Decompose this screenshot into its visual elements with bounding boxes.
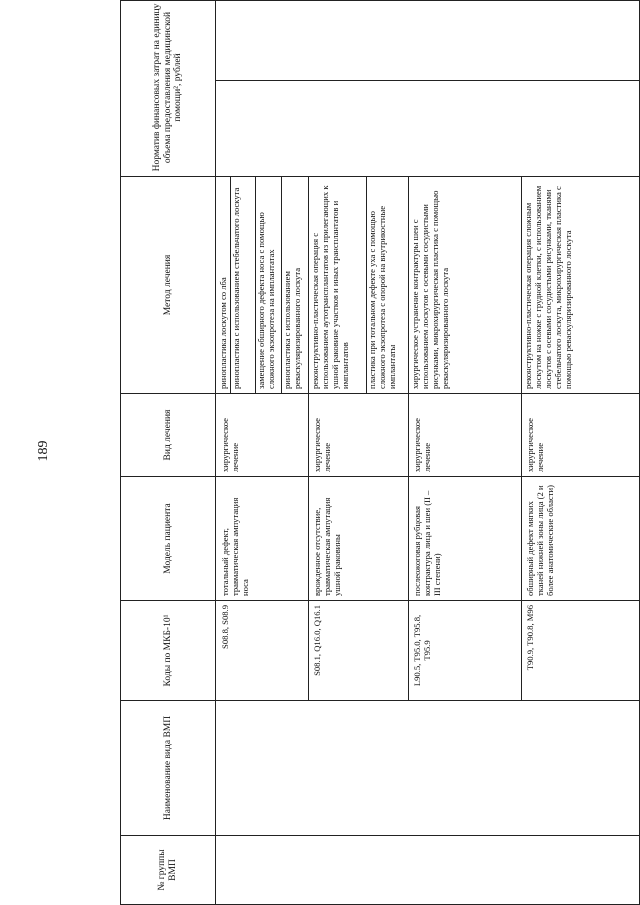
page-number: 189 bbox=[36, 440, 51, 462]
codes-row-4: T90.9, T90.8, M96 bbox=[525, 605, 535, 671]
col-name bbox=[216, 700, 640, 835]
method-4-1: реконструктивно-пластическая операция сложным лоскутом на ножке с грудной клетки, с использованием лоскутов с осевыми сосудистыми рисунками, тканями стебельчатого лоскута, микрохирургическая пластика с помощью реваскуляризированного лоскута bbox=[523, 185, 573, 389]
col-norm bbox=[216, 81, 640, 176]
table-grid bbox=[120, 0, 640, 905]
type-row-2: хирургическое лечение bbox=[312, 418, 332, 472]
col-norm-extra bbox=[216, 0, 640, 81]
header-model: Модель пациента bbox=[121, 476, 216, 600]
header-group: № группы ВМП bbox=[121, 835, 216, 904]
medical-table bbox=[120, 0, 640, 905]
method-2-2: пластика при тотальном дефекте уха с помощью сложного экзопротеза с опорой на внутрикостные имплантаты bbox=[367, 205, 397, 389]
method-1-4: ринопластика с использованием реваскуляризированного лоскута bbox=[282, 267, 302, 389]
method-1-1: ринопластика лоскутом со лба bbox=[218, 277, 228, 389]
type-row-4: хирургическое лечение bbox=[525, 418, 545, 472]
header-norm: Норматив финансовых затрат на единицу объема предоставления медицинской помощи², рублей bbox=[121, 0, 216, 176]
type-row-1: хирургическое лечение bbox=[220, 418, 240, 472]
method-1-2: ринопластика с использованием стебельчатого лоскута bbox=[231, 187, 241, 389]
method-1-3: замещение обширного дефекта носа с помощью сложного экзопротеза на имплантатах bbox=[256, 212, 276, 389]
col-codes bbox=[216, 600, 640, 700]
model-row-1: тотальный дефект, травматическая ампутация носа bbox=[220, 497, 250, 596]
col-model bbox=[216, 476, 640, 600]
type-row-3: хирургическое лечение bbox=[412, 418, 432, 472]
codes-row-2: S08.1, Q16.0, Q16.1 bbox=[312, 605, 322, 676]
codes-row-3: L90.5, T95.0, T95.8, T95.9 bbox=[412, 614, 432, 687]
header-type: Вид лечения bbox=[121, 393, 216, 476]
model-row-2: врожденное отсутствие, травматическая ампутация ушной раковины bbox=[312, 497, 342, 596]
header-method: Метод лечения bbox=[121, 176, 216, 393]
method-2-1: реконструктивно-пластическая операция с использованием аутотрансплантатов из прилегающих к ушной раковине участков и иных трансплантатов и имплантатов bbox=[310, 185, 350, 389]
codes-row-1: S08.8, S08.9 bbox=[220, 605, 230, 649]
method-3-1: хирургическое устранение контрактуры шеи с использованием лоскутов с осевыми сосудистыми рисунками, микрохирургическая пластика с помощью реваскуляризированного лоскута bbox=[410, 190, 450, 389]
col-method bbox=[216, 176, 640, 393]
header-codes: Коды по МКБ-10¹ bbox=[121, 600, 216, 700]
col-type bbox=[216, 393, 640, 476]
col-group bbox=[216, 835, 640, 904]
model-row-3: послеожоговая рубцовая контрактура лица и шеи (II – III степени) bbox=[412, 490, 442, 596]
header-name: Наименование вида ВМП bbox=[121, 700, 216, 835]
model-row-4: обширный дефект мягких тканей нижней зоны лица (2 и более анатомические области) bbox=[525, 485, 555, 596]
